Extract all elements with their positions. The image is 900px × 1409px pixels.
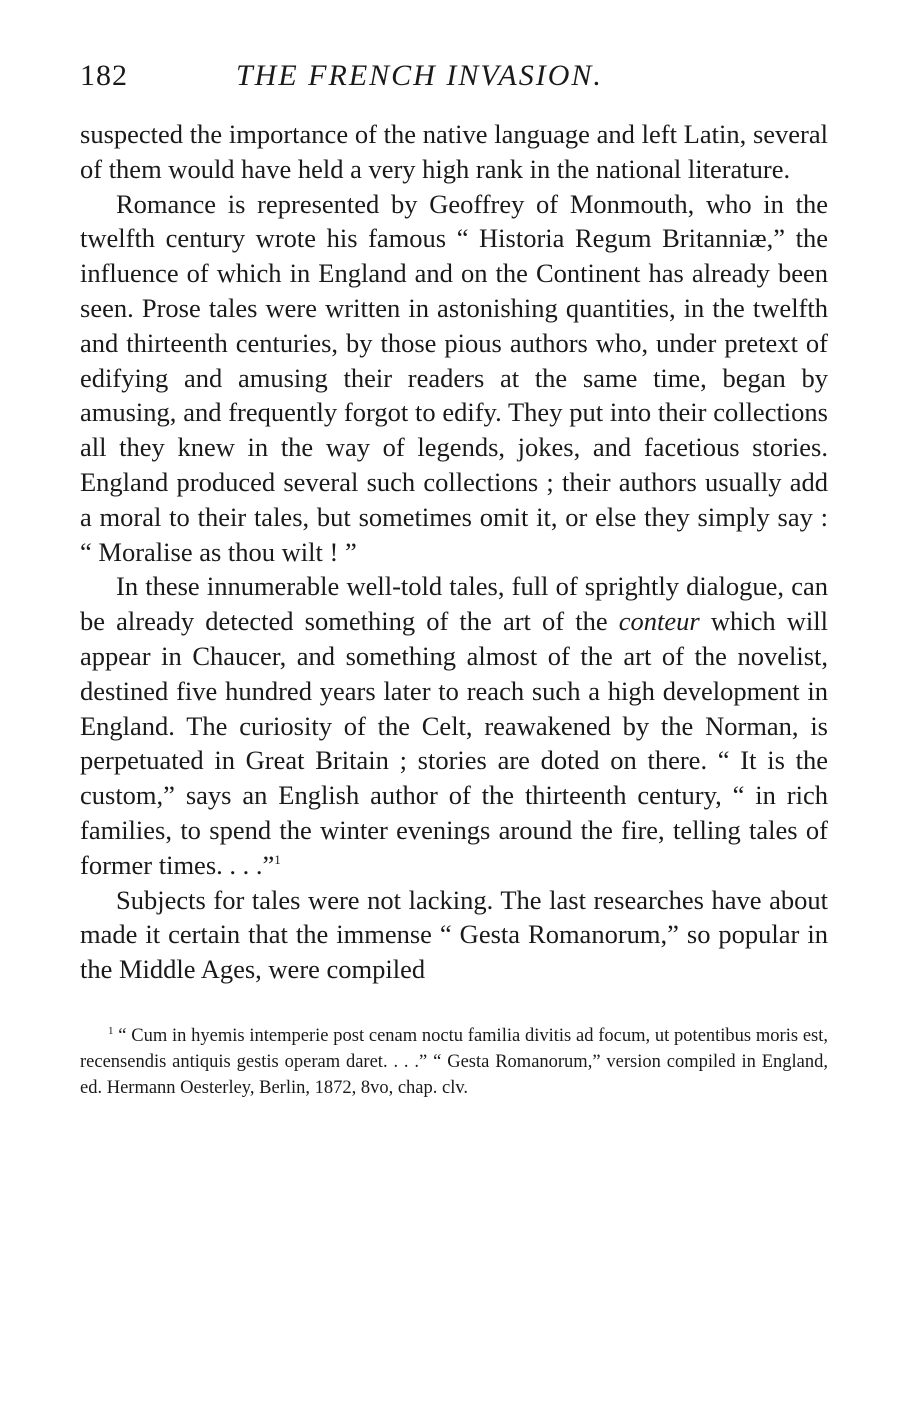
paragraph-continued: suspected the importance of the native language and left Latin, several of them would have held a very high rank in the national literature. <box>80 119 828 184</box>
paragraph-romance: Romance is represented by Geoffrey of Monmouth, who in the twelfth century wrote his famous “ Historia Regum Britanniæ,” the influence of which in England and on the Continent has already been seen. Prose tales were written in astonishing quantities, in the twelfth and thirteenth centuries, by those pious authors who, under pretext of edifying and amusing their readers at the same time, began by amusing, and frequently forgot to edify. They put into their collections all they knew in the way of legends, jokes, and facetious stories. England produced several such collections ; their authors usually add a moral to their tales, but sometimes omit it, or else they simply say : “ Moralise as thou wilt ! ” <box>80 188 828 567</box>
paragraph-tales <box>80 569 828 882</box>
page-header <box>80 55 828 95</box>
page-number: 182 <box>80 59 128 92</box>
footnote-text-block <box>80 1023 828 1101</box>
italic-conteur: conteur <box>618 606 700 637</box>
paragraph-tales-text: In these innumerable well-told tales, full of sprightly dialogue, can be already detected something of the art of the <box>80 571 828 637</box>
running-title: THE FRENCH INVASION. <box>236 59 603 92</box>
body-text <box>80 117 828 987</box>
paragraph-subjects: Subjects for tales were not lacking. The last researches have about made it certain that the immense “ Gesta Romanorum,” so popular in the Middle Ages, were compiled <box>80 884 828 985</box>
footnote-text: “ Cum in hyemis intemperie post cenam noctu familia divitis ad focum, ut potentibus moris est, recensendis antiquis gestis operam daret. . . .” “ Gesta Romanorum,” version compiled in England, ed. Hermann Oesterley, Berlin, 1872, 8vo, chap. clv. <box>80 1025 828 1098</box>
book-page <box>80 55 828 1101</box>
footnote <box>80 1023 828 1101</box>
paragraph-tales-text-cont: which will appear in Chaucer, and something almost of the art of the novelist, destined five hundred years later to reach such a high development in England. The curiosity of the Celt, reawakened by the Norman, is perpetuated in Great Britain ; stories are doted on there. “ It is the custom,” says an English author of the thirteenth century, “ in rich families, to spend the winter evenings around the fire, telling tales of former times. . . .” <box>80 606 828 880</box>
footnote-marker: 1 <box>108 1024 114 1037</box>
footnote-reference: 1 <box>274 851 281 867</box>
